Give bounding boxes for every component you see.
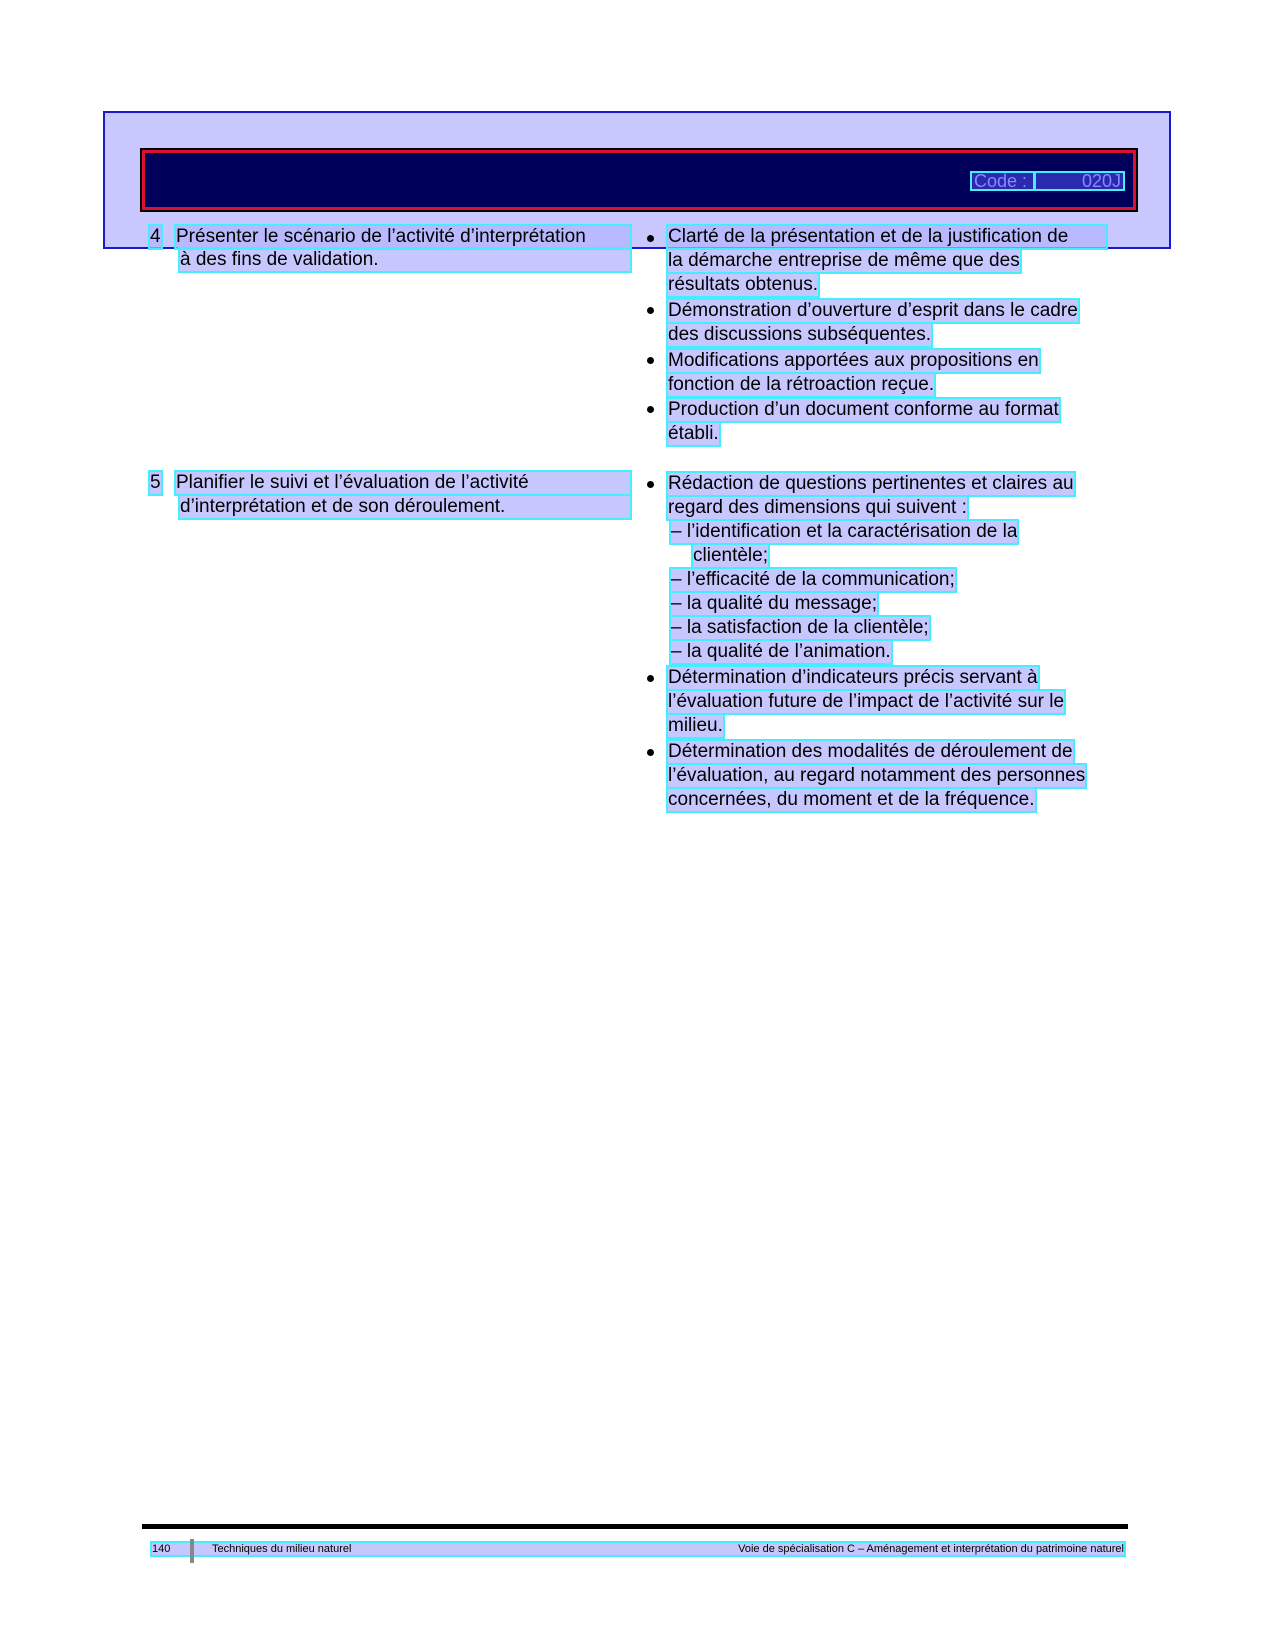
criterion-line: l’évaluation, au regard notamment des personnes [668, 765, 1086, 786]
criterion-line: Démonstration d’ouverture d’esprit dans le cadre [668, 300, 1078, 321]
criterion-line: milieu. [668, 715, 723, 736]
criterion-bullet [647, 481, 654, 488]
criterion-bullet [647, 675, 654, 682]
criterion-line: Production d’un document conforme au format [668, 399, 1059, 420]
criterion-line: fonction de la rétroaction reçue. [668, 374, 935, 395]
criterion-subitem: – l’identification et la caractérisation de la [671, 521, 1018, 542]
code-value: 020J [1081, 171, 1121, 191]
criterion-line: Modifications apportées aux propositions en [668, 350, 1039, 371]
criterion-bullet [647, 357, 654, 364]
competency-code [970, 171, 1125, 191]
criterion-line: résultats obtenus. [668, 274, 818, 295]
criterion-subitem: clientèle; [693, 545, 768, 566]
page-footer [152, 1543, 1124, 1555]
element-number: 5 [150, 472, 161, 493]
footer-program: Techniques du milieu naturel [212, 1543, 352, 1555]
criterion-line: Détermination des modalités de déroulement de [668, 741, 1073, 762]
element-text-line: Planifier le suivi et l’évaluation de l’activité [176, 472, 630, 494]
criterion-line: des discussions subséquentes. [668, 324, 931, 345]
criterion-line: la démarche entreprise de même que des [668, 250, 1020, 271]
element-number: 4 [150, 226, 161, 247]
page-number: 140 [152, 1543, 171, 1555]
criterion-bullet [647, 749, 654, 756]
criterion-line: regard des dimensions qui suivent : [668, 497, 967, 518]
criterion-line: concernées, du moment et de la fréquence. [668, 789, 1035, 810]
footer-separator [190, 1539, 194, 1563]
element-text-line: à des fins de validation. [180, 249, 630, 271]
criterion-line: l’évaluation future de l’impact de l’activité sur le [668, 691, 1065, 712]
criterion-line: Détermination d’indicateurs précis servant à [668, 667, 1038, 688]
criterion-line: Clarté de la présentation et de la justification de [668, 226, 1106, 248]
criterion-subitem: – la qualité de l’animation. [671, 641, 891, 662]
criterion-bullet [647, 235, 654, 242]
criterion-bullet [647, 307, 654, 314]
element-text-line: Présenter le scénario de l’activité d’interprétation [176, 226, 630, 248]
criterion-line: Rédaction de questions pertinentes et claires au [668, 473, 1074, 494]
criterion-bullet [647, 406, 654, 413]
footer-section: Voie de spécialisation C – Aménagement et interprétation du patrimoine naturel [738, 1543, 1124, 1555]
criterion-subitem: – la qualité du message; [671, 593, 877, 614]
criterion-subitem: – la satisfaction de la clientèle; [671, 617, 929, 638]
criterion-subitem: – l’efficacité de la communication; [671, 569, 955, 590]
code-label: Code : [974, 171, 1028, 191]
criterion-line: établi. [668, 423, 719, 444]
element-text-line: d’interprétation et de son déroulement. [180, 496, 630, 518]
footer-rule [142, 1524, 1128, 1529]
